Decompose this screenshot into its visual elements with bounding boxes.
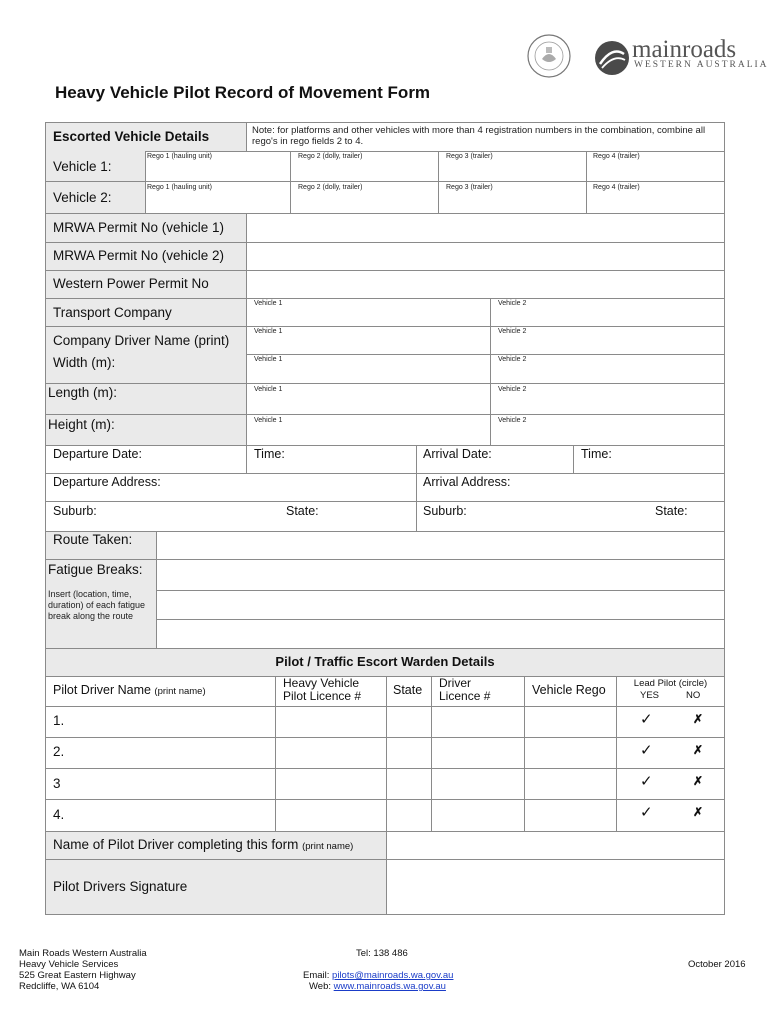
fatigue-breaks-label: Fatigue Breaks:: [48, 562, 143, 577]
driver-licence-column-header: Driver Licence #: [439, 676, 491, 703]
vehicle-1-rego-4-field[interactable]: [587, 160, 723, 180]
vehicle-1-rego-3-field[interactable]: [439, 160, 585, 180]
vehicle-2-sublabel: Vehicle 2: [498, 328, 527, 335]
brand-name: mainroads: [632, 36, 737, 63]
state-column-header: State: [393, 683, 423, 697]
rego-3-label: Rego 3 (trailer): [446, 184, 493, 191]
footer-tel: Tel: 138 486: [356, 948, 408, 959]
footer-web-label: Web:: [309, 981, 332, 992]
height-vehicle-2-field[interactable]: [491, 426, 723, 444]
length-vehicle-2-field[interactable]: [491, 395, 723, 413]
hv-licence-column-header: Heavy Vehicle Pilot Licence #: [283, 676, 362, 703]
escorted-note: Note: for platforms and other vehicles with more than 4 registration numbers in the combination, combine all rego's in rego fields 2 to 4.: [252, 125, 706, 147]
length-vehicle-1-field[interactable]: [247, 395, 489, 413]
vehicle-1-sublabel: Vehicle 1: [254, 300, 283, 307]
pilot-section-heading: Pilot / Traffic Escort Warden Details: [275, 654, 495, 669]
mrwa-permit-1-label: MRWA Permit No (vehicle 1): [53, 220, 225, 235]
departure-state-label: State:: [286, 504, 319, 518]
pilot-name-print-note: (print name): [154, 686, 206, 697]
cross-icon[interactable]: ✗: [693, 743, 704, 757]
pilot-row-number: 3: [53, 776, 61, 791]
rego-2-label: Rego 2 (dolly, trailer): [298, 153, 363, 160]
vehicle-2-label: Vehicle 2:: [53, 190, 112, 205]
arrival-state-label: State:: [655, 504, 688, 518]
rego-3-label: Rego 3 (trailer): [446, 153, 493, 160]
pilot-4-driver-licence-field[interactable]: [432, 800, 523, 830]
vehicle-1-label: Vehicle 1:: [53, 159, 112, 174]
pilot-4-name-field[interactable]: [70, 800, 274, 830]
pilot-2-name-field[interactable]: [70, 738, 274, 767]
pilot-name-column-header: [53, 683, 206, 697]
company-driver-vehicle-2-field[interactable]: [491, 336, 723, 353]
vehicle-2-sublabel: Vehicle 2: [498, 356, 527, 363]
arrival-suburb-label: Suburb:: [423, 504, 467, 518]
vehicle-2-sublabel: Vehicle 2: [498, 300, 527, 307]
arrival-time-label: Time:: [581, 447, 612, 461]
height-label: Height (m):: [48, 417, 115, 432]
pilot-4-state-field[interactable]: [387, 800, 430, 830]
height-vehicle-1-field[interactable]: [247, 426, 489, 444]
rego-1-label: Rego 1 (hauling unit): [147, 184, 212, 191]
pilot-3-driver-licence-field[interactable]: [432, 769, 523, 798]
width-vehicle-1-field[interactable]: [247, 365, 489, 382]
footer-email-line: [303, 970, 453, 981]
footer-org: Main Roads Western Australia: [19, 948, 147, 959]
cross-icon[interactable]: ✗: [693, 805, 704, 819]
width-vehicle-2-field[interactable]: [491, 365, 723, 382]
check-icon[interactable]: ✓: [640, 742, 653, 759]
vehicle-1-rego-1-field[interactable]: [146, 160, 289, 180]
pilot-2-vehicle-rego-field[interactable]: [525, 738, 615, 767]
route-taken-label: Route Taken:: [53, 532, 133, 547]
pilot-3-state-field[interactable]: [387, 769, 430, 798]
pilot-4-hv-licence-field[interactable]: [276, 800, 385, 830]
rego-1-label: Rego 1 (hauling unit): [147, 153, 212, 160]
mainroads-logo-icon: [594, 40, 630, 76]
cross-icon[interactable]: ✗: [693, 774, 704, 788]
yes-header: YES: [640, 690, 660, 701]
arrival-address-label: Arrival Address:: [423, 475, 511, 489]
transport-company-vehicle-2-field[interactable]: [491, 308, 723, 325]
rego-4-label: Rego 4 (trailer): [593, 153, 640, 160]
footer-email-label: Email:: [303, 970, 330, 981]
lead-pilot-column-header: Lead Pilot (circle): [633, 678, 708, 689]
check-icon[interactable]: ✓: [640, 711, 653, 728]
footer-city: Redcliffe, WA 6104: [19, 981, 100, 992]
vehicle-2-sublabel: Vehicle 2: [498, 386, 527, 393]
pilot-3-hv-licence-field[interactable]: [276, 769, 385, 798]
pilot-3-vehicle-rego-field[interactable]: [525, 769, 615, 798]
footer-web-line: [309, 981, 446, 992]
mrwa-permit-2-label: MRWA Permit No (vehicle 2): [53, 248, 225, 263]
completing-pilot-name-field[interactable]: [387, 832, 723, 858]
pilot-row-number: 1.: [53, 713, 65, 728]
fatigue-breaks-field-1[interactable]: [157, 560, 723, 589]
pilot-4-vehicle-rego-field[interactable]: [525, 800, 615, 830]
check-icon[interactable]: ✓: [640, 773, 653, 790]
cross-icon[interactable]: ✗: [693, 712, 704, 726]
vehicle-2-rego-1-field[interactable]: [146, 192, 289, 212]
footer-date: October 2016: [688, 959, 746, 970]
pilot-1-driver-licence-field[interactable]: [432, 707, 523, 736]
footer-street: 525 Great Eastern Highway: [19, 970, 136, 981]
pilot-1-vehicle-rego-field[interactable]: [525, 707, 615, 736]
vehicle-2-rego-2-field[interactable]: [291, 192, 437, 212]
pilot-2-driver-licence-field[interactable]: [432, 738, 523, 767]
pilot-name-column-label: Pilot Driver Name: [53, 683, 151, 697]
brand-subtitle: WESTERN AUSTRALIA: [634, 60, 769, 70]
pilot-1-hv-licence-field[interactable]: [276, 707, 385, 736]
vehicle-1-sublabel: Vehicle 1: [254, 417, 283, 424]
route-taken-field[interactable]: [157, 532, 723, 558]
vehicle-rego-column-header: Vehicle Rego: [532, 683, 606, 697]
page-title: Heavy Vehicle Pilot Record of Movement Form: [55, 83, 431, 102]
arrival-date-label: Arrival Date:: [423, 447, 492, 461]
western-power-permit-field[interactable]: [247, 271, 723, 297]
vehicle-1-sublabel: Vehicle 1: [254, 328, 283, 335]
signature-label: Pilot Drivers Signature: [53, 879, 188, 894]
pilot-2-state-field[interactable]: [387, 738, 430, 767]
vehicle-1-rego-2-field[interactable]: [291, 160, 437, 180]
vehicle-2-sublabel: Vehicle 2: [498, 417, 527, 424]
fatigue-breaks-note: Insert (location, time, duration) of each fatigue break along the route: [48, 589, 146, 621]
fatigue-breaks-field-3[interactable]: [157, 620, 723, 647]
pilot-2-hv-licence-field[interactable]: [276, 738, 385, 767]
no-header: NO: [686, 690, 701, 701]
width-label: Width (m):: [53, 355, 116, 370]
pilot-row-number: 4.: [53, 807, 65, 822]
transport-company-vehicle-1-field[interactable]: [247, 308, 489, 325]
western-power-permit-label: Western Power Permit No: [53, 276, 209, 291]
length-label: Length (m):: [48, 385, 118, 400]
footer-email-link[interactable]: pilots@mainroads.wa.gov.au: [332, 970, 454, 981]
departure-time-label: Time:: [254, 447, 285, 461]
vehicle-2-rego-3-field[interactable]: [439, 192, 585, 212]
pilot-1-name-field[interactable]: [70, 707, 274, 736]
completing-pilot-label: [53, 837, 353, 852]
rego-2-label: Rego 2 (dolly, trailer): [298, 184, 363, 191]
completing-pilot-text: Name of Pilot Driver completing this form: [53, 837, 299, 852]
departure-date-label: Departure Date:: [53, 447, 142, 461]
completing-pilot-print-note: (print name): [302, 841, 354, 852]
escorted-vehicle-heading: Escorted Vehicle Details: [53, 129, 210, 144]
footer-web-link[interactable]: www.mainroads.wa.gov.au: [333, 981, 446, 992]
footer-dept: Heavy Vehicle Services: [19, 959, 119, 970]
company-driver-label: Company Driver Name (print): [53, 333, 230, 348]
vehicle-2-rego-4-field[interactable]: [587, 192, 723, 212]
transport-company-label: Transport Company: [53, 305, 172, 320]
pilot-row-number: 2.: [53, 744, 65, 759]
mrwa-permit-1-field[interactable]: [247, 214, 723, 241]
vehicle-1-sublabel: Vehicle 1: [254, 386, 283, 393]
vehicle-1-sublabel: Vehicle 1: [254, 356, 283, 363]
government-seal: [526, 33, 572, 79]
signature-field[interactable]: [387, 860, 723, 913]
pilot-1-state-field[interactable]: [387, 707, 430, 736]
fatigue-breaks-field-2[interactable]: [157, 591, 723, 618]
departure-suburb-label: Suburb:: [53, 504, 97, 518]
rego-4-label: Rego 4 (trailer): [593, 184, 640, 191]
check-icon[interactable]: ✓: [640, 804, 653, 821]
pilot-3-name-field[interactable]: [70, 769, 274, 798]
mrwa-permit-2-field[interactable]: [247, 243, 723, 269]
company-driver-vehicle-1-field[interactable]: [247, 336, 489, 353]
departure-address-label: Departure Address:: [53, 475, 161, 489]
